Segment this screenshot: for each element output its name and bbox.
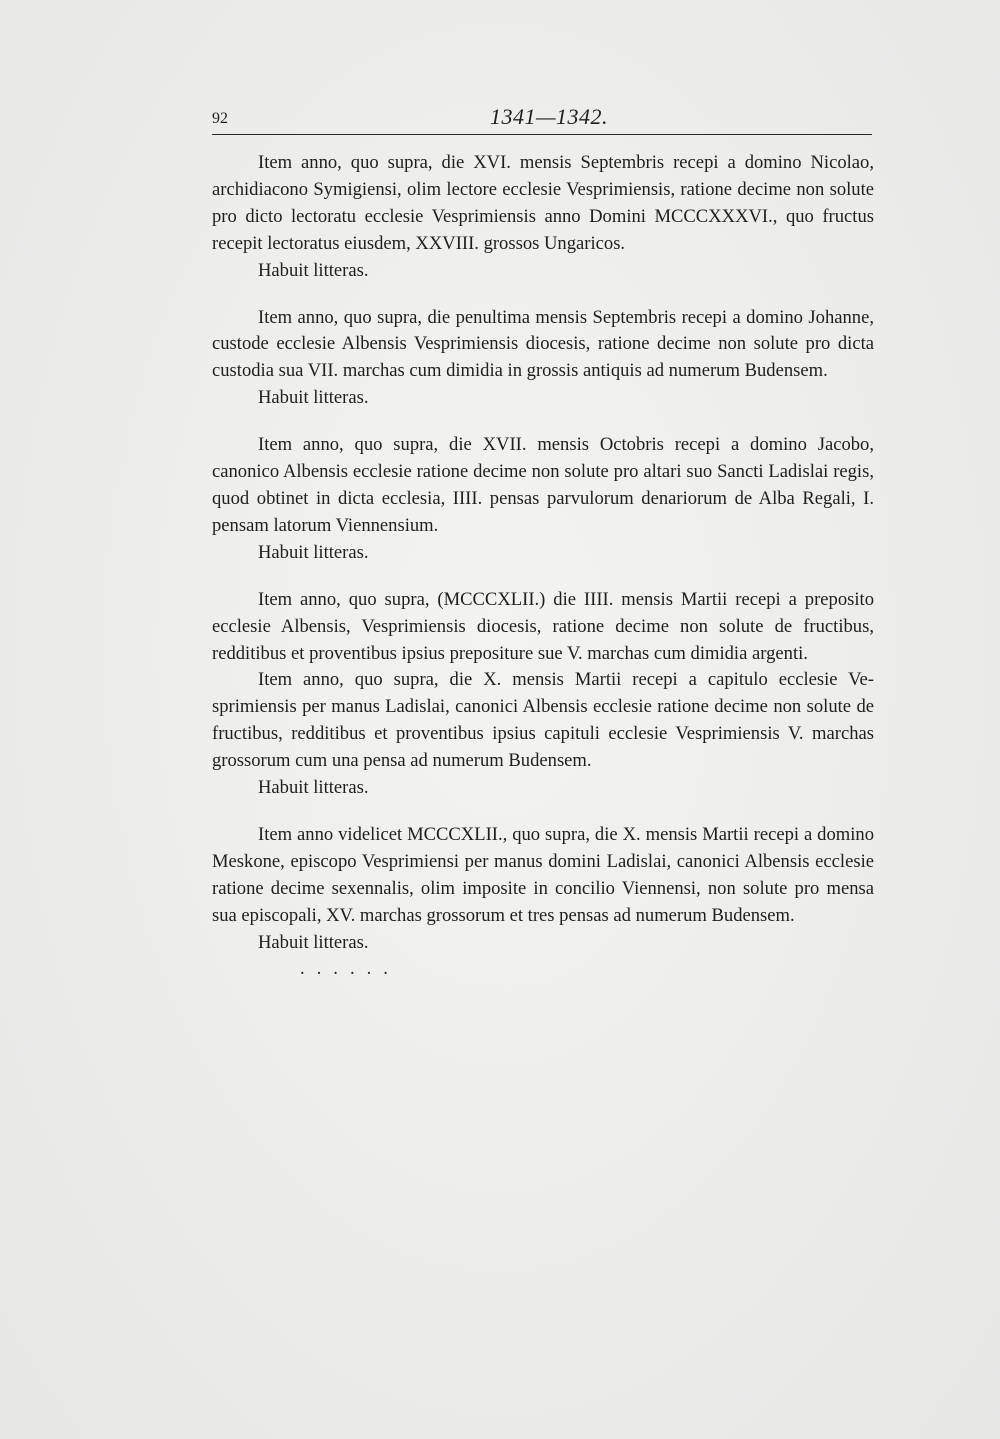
entry-note: Habuit litteras. [258,387,369,409]
entry-text: Item anno videlicet MCCCXLII., quo supra, die X. mensis Martii recepi a domino Meskone, episcopo Vesprimiensi per manus domini Ladislai, canonici Albensis ecclesie ratione decime sexennalis, olim imposite in concilio Viennensi, non solute pro mensa sua episcopali, XV. marchas grossorum et tres pensas ad numerum Budensem. [212,823,874,926]
entry-text: Item anno, quo supra, die penultima mensis Septembris recepi a domino Johanne, custode ecclesie Albensis Vesprimiensis diocesis, ratione decime non solute pro dicta custodia sua VII. marchas cum dimidia in grossis antiquis ad numerum Budensem. [212,306,874,382]
running-head-years: 1341—1342. [490,104,609,129]
entry-2 [212,305,874,413]
entry-note: Habuit litteras. [258,777,369,799]
entry-5 [212,822,874,983]
document-body [212,150,874,1003]
entry-3 [212,432,874,567]
entry-4 [212,587,874,802]
entry-text: Item anno, quo supra, die XVII. mensis Octobris recepi a domino Jacobo, canonico Albensis ecclesie ratione decime non solute pro altari suo Sancti Ladislai regis, quod obtinet in dicta ecclesia, IIII. pensas parvulorum denariorum de Alba Regali, I. pensam latorum Viennensium. [212,434,874,536]
entry-1 [212,150,874,285]
entry-note: Habuit litteras. [258,931,369,953]
entry-note: Habuit litteras. [258,541,369,563]
running-head [212,104,872,135]
page-number: 92 [212,110,228,127]
entry-text: Item anno, quo supra, (MCCCXLII.) die IIII. mensis Martii recepi a preposito ecclesie Albensis, Vesprimiensis diocesis, ratione decime non solute de fructibus, redditibus et proventibus ipsius prepositure sue V. marchas cum dimidia argenti. [212,588,874,664]
entry-note: Habuit litteras. [258,259,369,281]
entry-text: Item anno, quo supra, die XVI. mensis Septembris recepi a domino Nicolao, archidiacono Symigiensi, olim lectore ecclesie Vesprimiensis, ratione decime non solute pro dicto lectoratu ecclesie Vesprimiensis anno Domini MCCCXXXVI., quo fructus recepit lectoratus eiusdem, XXVIII. grossos Ungaricos. [212,152,874,254]
ellipsis-dots: ...... [300,958,400,980]
entry-text-continued: Item anno, quo supra, die X. mensis Martii recepi a capitulo ecclesie Vesprimiensis per manus Ladislai, canonici Albensis ecclesie ratione decime non solute de fructibus, redditibus et proventibus ipsius capituli ecclesie Vesprimiensis V. marchas grossorum cum una pensa ad numerum Budensem. [212,669,874,772]
